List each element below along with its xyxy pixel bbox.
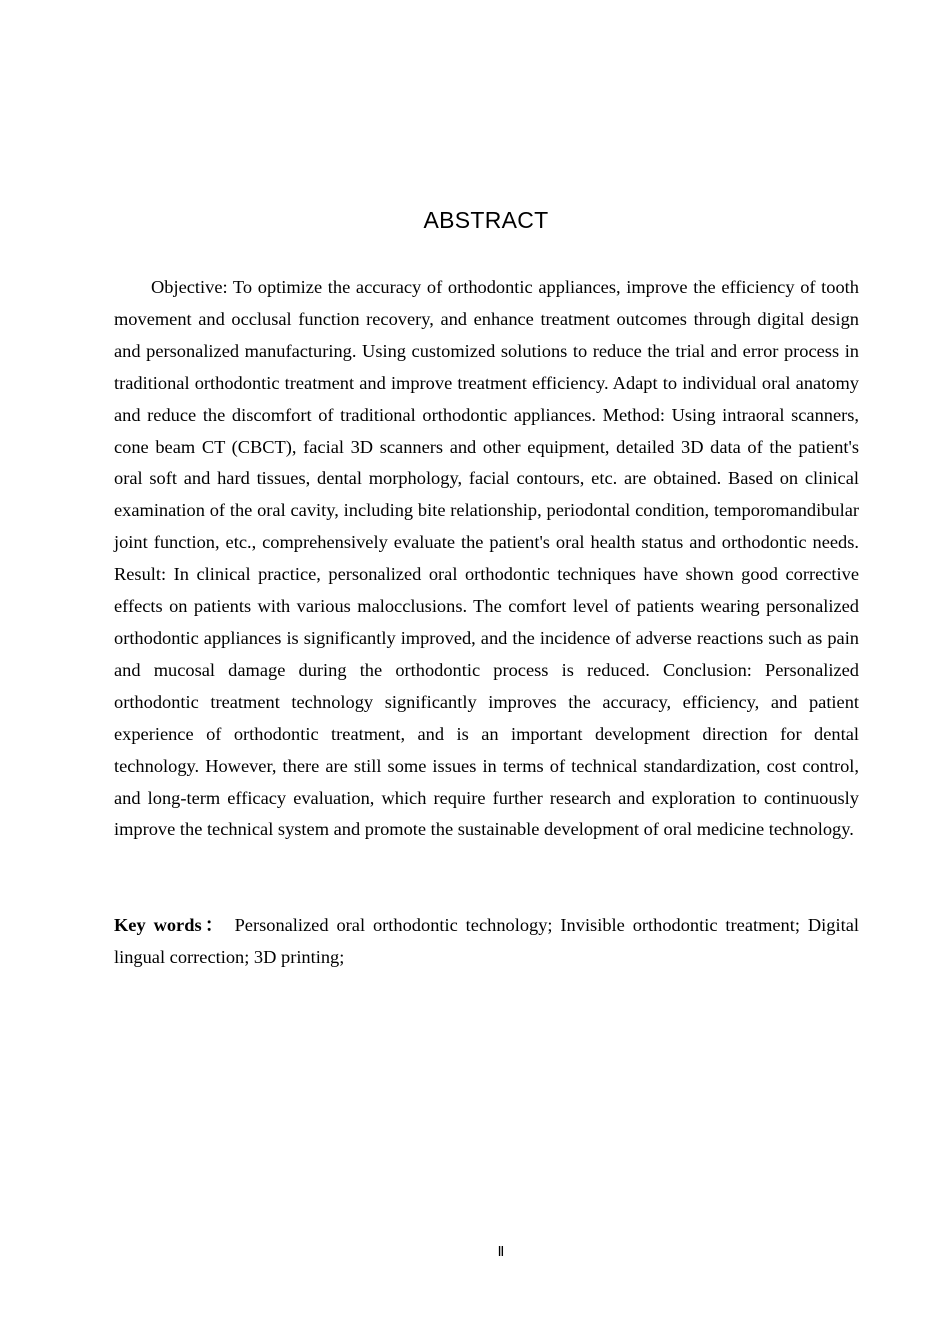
keywords-text: Personalized oral orthodontic technology; Invisible orthodontic treatment; Digital lingual correction; 3D printing; (114, 915, 859, 967)
page-number: Ⅱ (497, 1245, 505, 1260)
abstract-title: ABSTRACT (423, 207, 549, 233)
keywords-paragraph (114, 910, 859, 974)
keywords-label: Key words： (114, 915, 227, 935)
abstract-body: Objective: To optimize the accuracy of orthodontic appliances, improve the efficiency of tooth movement and occlusal function recovery, and enhance treatment outcomes through digital design and personalized manufacturing. Using customized solutions to reduce the trial and error process in traditional orthodontic treatment and improve treatment efficiency. Adapt to individual oral anatomy and reduce the discomfort of traditional orthodontic appliances. Method: Using intraoral scanners, cone beam CT (CBCT), facial 3D scanners and other equipment, detailed 3D data of the patient's oral soft and hard tissues, dental morphology, facial contours, etc. are obtained. Based on clinical examination of the oral cavity, including bite relationship, periodontal condition, temporomandibular joint function, etc., comprehensively evaluate the patient's oral health status and orthodontic needs. Result: In clinical practice, personalized oral orthodontic techniques have shown good corrective effects on patients with various malocclusions. The comfort level of patients wearing personalized orthodontic appliances is significantly improved, and the incidence of adverse reactions such as pain and mucosal damage during the orthodontic process is reduced. Conclusion: Personalized orthodontic treatment technology significantly improves the accuracy, efficiency, and patient experience of orthodontic treatment, and is an important development direction for dental technology. However, there are still some issues in terms of technical standardization, cost control, and long-term efficacy evaluation, which require further research and exploration to continuously improve the technical system and promote the sustainable development of oral medicine technology. (114, 277, 859, 840)
